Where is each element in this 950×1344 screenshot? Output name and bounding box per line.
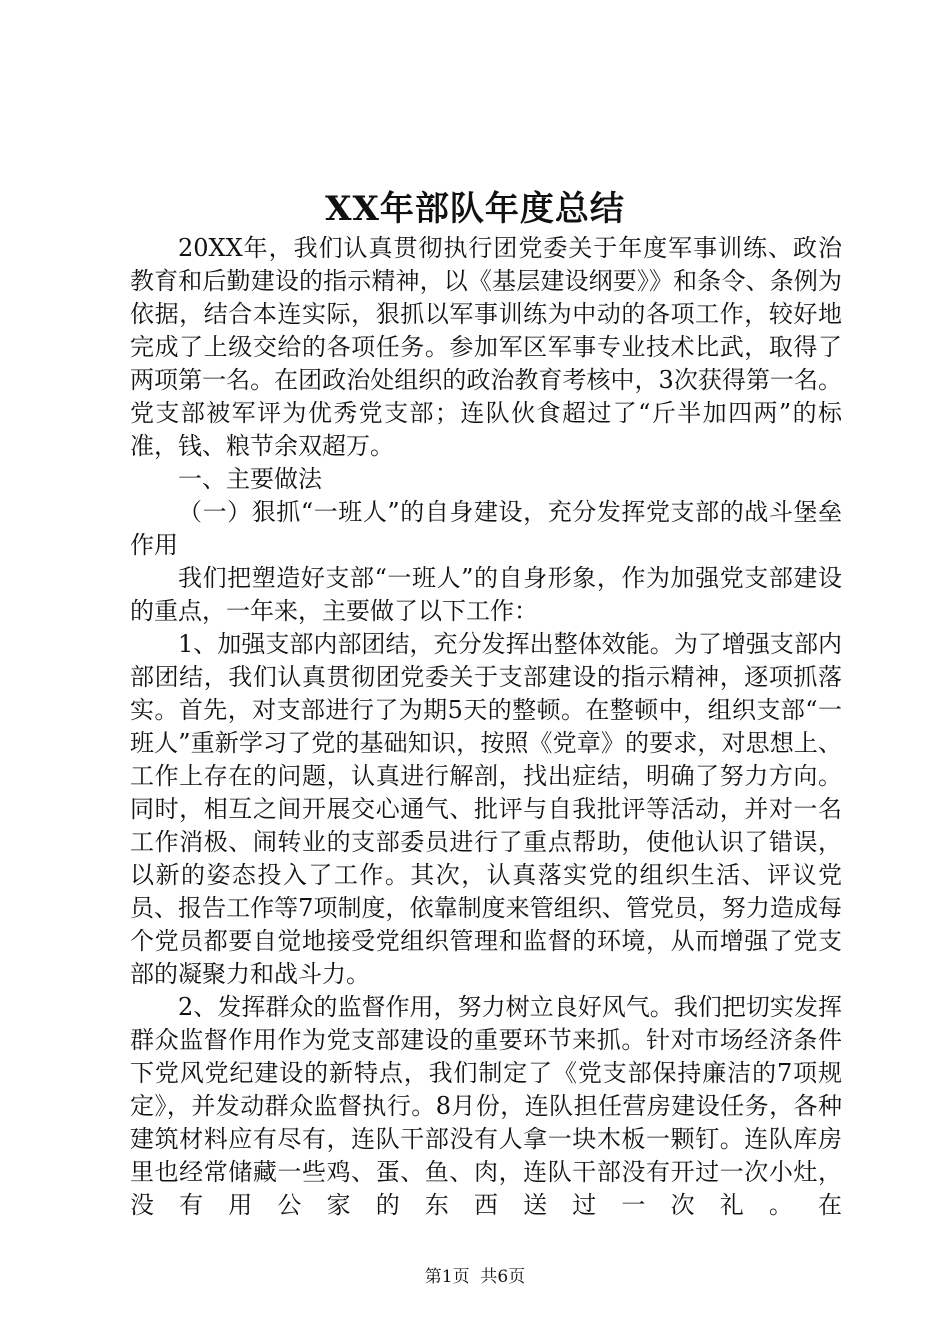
- section-heading: 一、主要做法: [178, 465, 322, 493]
- page-total: 共6页: [480, 1267, 526, 1287]
- page-footer: [0, 1266, 950, 1288]
- paragraph-item-1: 1、加强支部内部团结，充分发挥出整体效能。为了增强支部内部团结，我们认真贯彻团党委关于支部建设的指示精神，逐项抓落实。首先，对支部进行了为期5天的整顿。在整顿中，组织支部“一班人”重新学习了党的基础知识，按照《党章》的要求，对思想上、工作上存在的问题，认真进行解剖，找出症结，明确了努力方向。同时，相互之间开展交心通气、批评与自我批评等活动，并对一名工作消极、闹转业的支部委员进行了重点帮助，使他认识了错误，以新的姿态投入了工作。其次，认真落实党的组织生活、评议党员、报告工作等7项制度，依靠制度来管组织、管党员，努力造成每个党员都要自觉地接受党组织管理和监督的环境，从而增强了党支部的凝聚力和战斗力。: [130, 630, 842, 988]
- page-number: 第1页: [424, 1267, 470, 1287]
- paragraph-overview: 我们把塑造好支部“一班人”的自身形象，作为加强党支部建设的重点，一年来，主要做了以下工作：: [130, 564, 842, 625]
- document-title: XX年部队年度总结: [325, 189, 625, 229]
- paragraph-item-2: 2、发挥群众的监督作用，努力树立良好风气。我们把切实发挥群众监督作用作为党支部建设的重要环节来抓。针对市场经济条件下党风党纪建设的新特点，我们制定了《党支部保持廉洁的7项规定》，并发动群众监督执行。8月份，连队担任营房建设任务，各种建筑材料应有尽有，连队干部没有人拿一块木板一颗钉。连队库房里也经常储藏一些鸡、蛋、鱼、肉，连队干部没有开过一次小灶，没有用公家的东西送过一次礼。在: [130, 993, 842, 1219]
- document-body: [130, 232, 842, 1222]
- paragraph-intro: 20XX年，我们认真贯彻执行团党委关于年度军事训练、政治教育和后勤建设的指示精神，以《基层建设纲要》》和条令、条例为依据，结合本连实际，狠抓以军事训练为中动的各项工作，较好地完成了上级交给的各项任务。参加军区军事专业技术比武，取得了两项第一名。在团政治处组织的政治教育考核中，3次获得第一名。党支部被军评为优秀党支部；连队伙食超过了“斤半加四两”的标准，钱、粮节余双超万。: [130, 234, 842, 460]
- subsection-heading: （一）狠抓“一班人”的自身建设，充分发挥党支部的战斗堡垒作用: [130, 498, 842, 559]
